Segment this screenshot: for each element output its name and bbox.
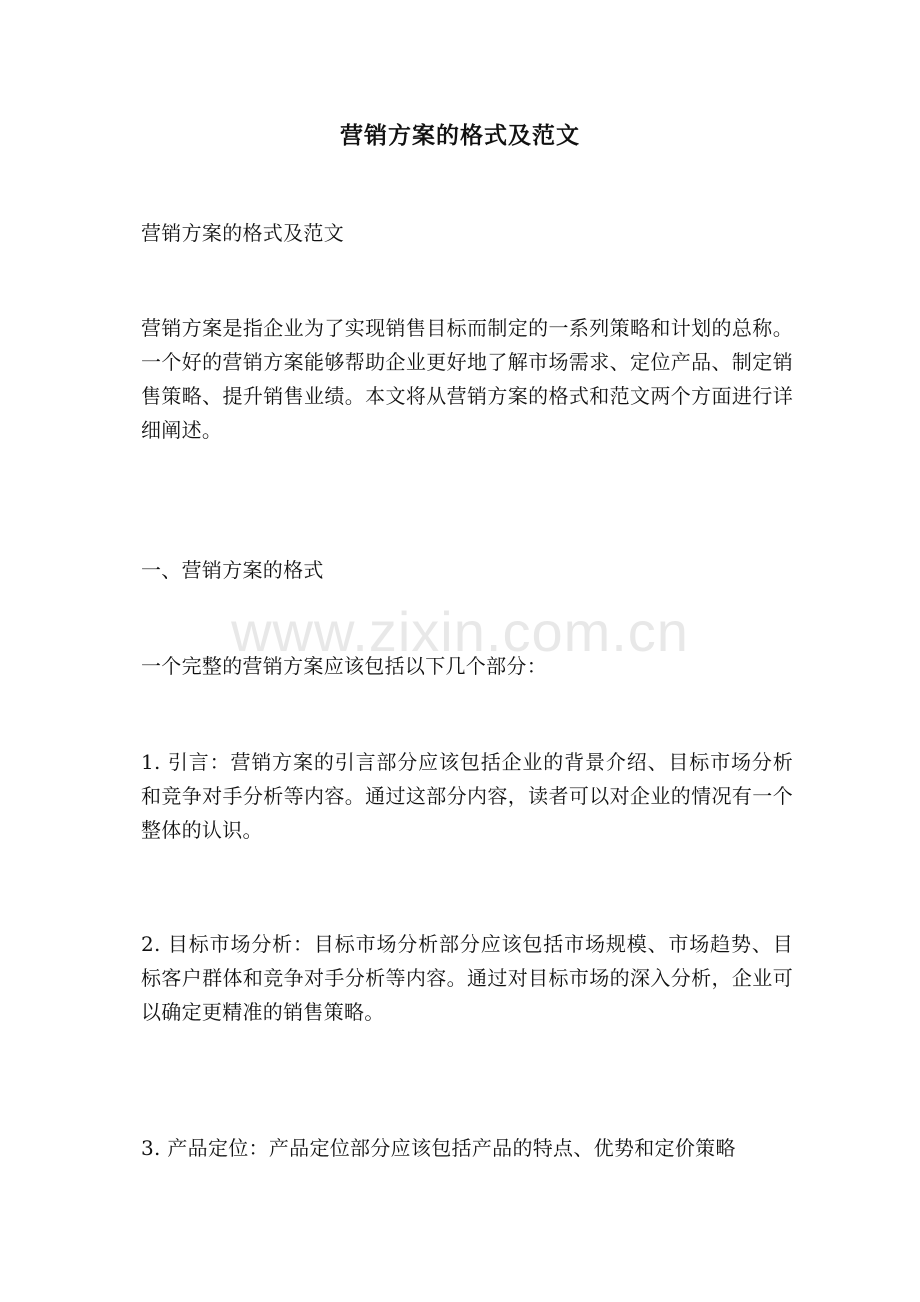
section-heading-format: 一、营销方案的格式 <box>141 558 324 582</box>
list-item-introduction: 1. 引言：营销方案的引言部分应该包括企业的背景介绍、目标市场分析和竞争对手分析等内容。通过这部分内容，读者可以对企业的情况有一个整体的认识。 <box>141 750 793 842</box>
list-item-target-market: 2. 目标市场分析：目标市场分析部分应该包括市场规模、市场趋势、目标客户群体和竞争对手分析等内容。通过对目标市场的深入分析，企业可以确定更精准的销售策略。 <box>141 932 793 1024</box>
section-lead-paragraph: 一个完整的营销方案应该包括以下几个部分： <box>141 654 547 678</box>
list-item-product-positioning: 3. 产品定位：产品定位部分应该包括产品的特点、优势和定价策略 <box>141 1136 736 1160</box>
intro-paragraph: 营销方案是指企业为了实现销售目标而制定的一系列策略和计划的总称。一个好的营销方案能够帮助企业更好地了解市场需求、定位产品、制定销售策略、提升销售业绩。本文将从营销方案的格式和范文两个方面进行详细阐述。 <box>141 316 793 442</box>
document-title: 营销方案的格式及范文 <box>340 122 580 149</box>
watermark-text: www.zixin.com.cn <box>231 600 689 663</box>
document-subtitle: 营销方案的格式及范文 <box>141 221 344 245</box>
